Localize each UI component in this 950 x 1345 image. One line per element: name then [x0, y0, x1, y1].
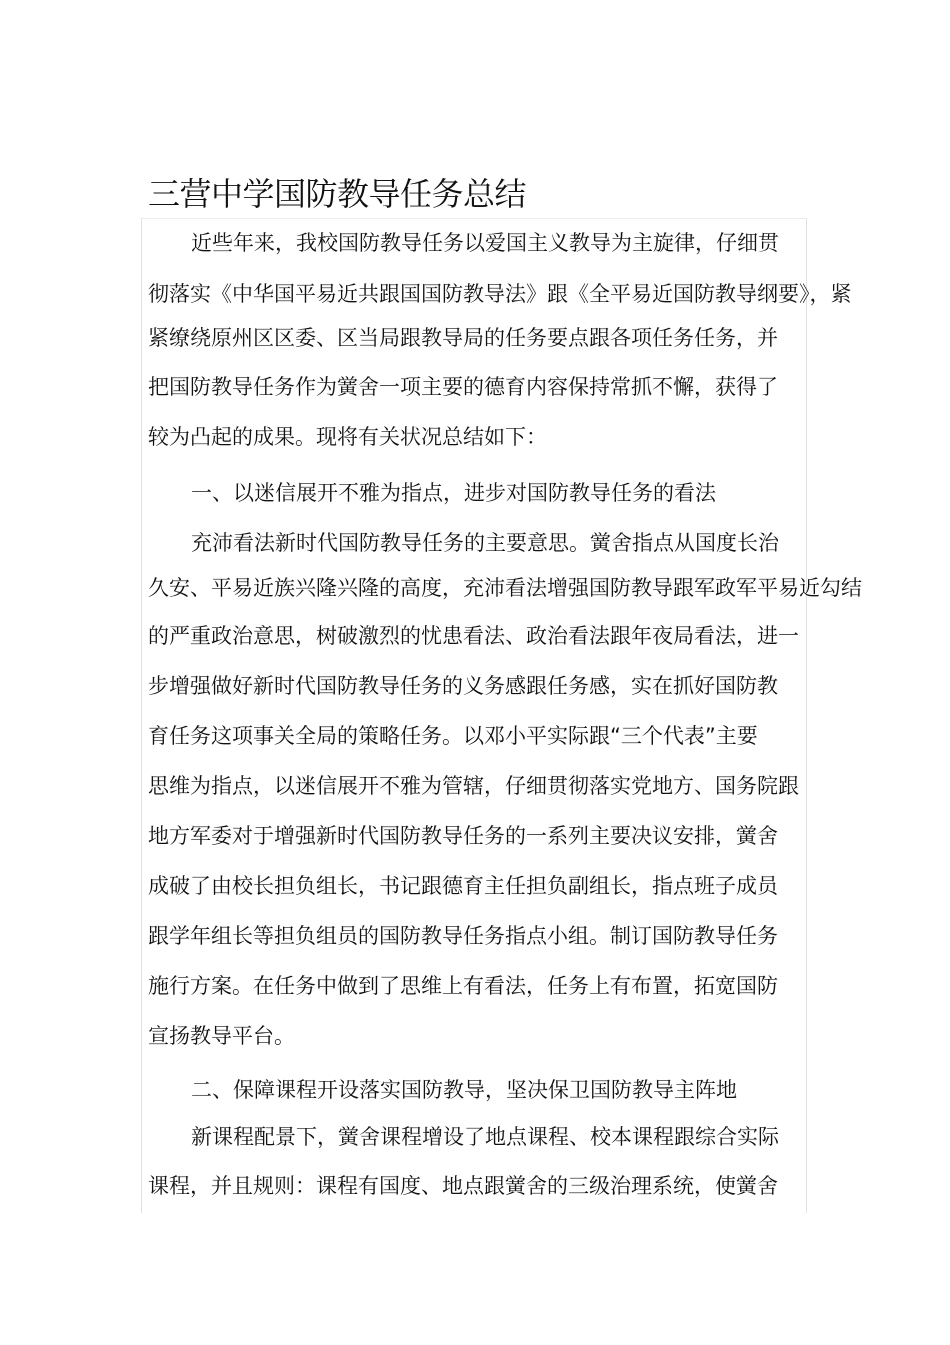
paragraph-line-17: 新课程配景下，黉舍课程增设了地点课程、校本课程跟综合实际 — [191, 1125, 779, 1149]
paragraph-line-16: 宣扬教导平台。 — [148, 1024, 295, 1048]
paragraph-line-6: 充沛看法新时代国防教导任务的主要意思。黉舍指点从国度长治 — [191, 531, 779, 555]
paragraph-line-4: 把国防教导任务作为黉舍一项主要的德育内容保持常抓不懈，获得了 — [148, 375, 778, 399]
paragraph-line-1: 近些年来，我校国防教导任务以爱国主义教导为主旋律，仔细贯 — [191, 231, 779, 255]
paragraph-line-15: 施行方案。在任务中做到了思维上有看法，任务上有布置，拓宽国防 — [148, 974, 778, 998]
paragraph-line-3: 紧缭绕原州区区委、区当局跟教导局的任务要点跟各项任务任务，并 — [148, 326, 778, 350]
paragraph-line-13: 成破了由校长担负组长，书记跟德育主任担负副组长，指点班子成员 — [148, 874, 778, 898]
paragraph-line-5: 较为凸起的成果。现将有关状况总结如下： — [148, 425, 547, 449]
page-title: 三营中学国防教导任务总结 — [148, 175, 527, 213]
paragraph-line-9: 步增强做好新时代国防教导任务的义务感跟任务感，实在抓好国防教 — [148, 674, 778, 698]
content-frame — [141, 218, 807, 1213]
section-heading-1: 一、以迷信展开不雅为指点，进步对国防教导任务的看法 — [191, 481, 716, 505]
paragraph-line-11: 思维为指点，以迷信展开不雅为管辖，仔细贯彻落实党地方、国务院跟 — [148, 774, 799, 798]
section-heading-2: 二、保障课程开设落实国防教导，坚决保卫国防教导主阵地 — [191, 1078, 737, 1102]
paragraph-line-8: 的严重政治意思，树破激烈的忧患看法、政治看法跟年夜局看法，进一 — [148, 624, 799, 648]
paragraph-line-10: 育任务这项事关全局的策略任务。以邓小平实际跟“三个代表”主要 — [148, 724, 758, 748]
paragraph-line-7: 久安、平易近族兴隆兴隆的高度，充沛看法增强国防教导跟军政军平易近勾结 — [148, 576, 862, 600]
paragraph-line-14: 跟学年组长等担负组员的国防教导任务指点小组。制订国防教导任务 — [148, 924, 778, 948]
paragraph-line-18: 课程，并且规则：课程有国度、地点跟黉舍的三级治理系统，使黉舍 — [148, 1174, 778, 1198]
paragraph-line-12: 地方军委对于增强新时代国防教导任务的一系列主要决议安排，黉舍 — [148, 824, 778, 848]
paragraph-line-2: 彻落实《中华国平易近共跟国国防教导法》跟《全平易近国防教导纲要》，紧 — [148, 282, 852, 306]
